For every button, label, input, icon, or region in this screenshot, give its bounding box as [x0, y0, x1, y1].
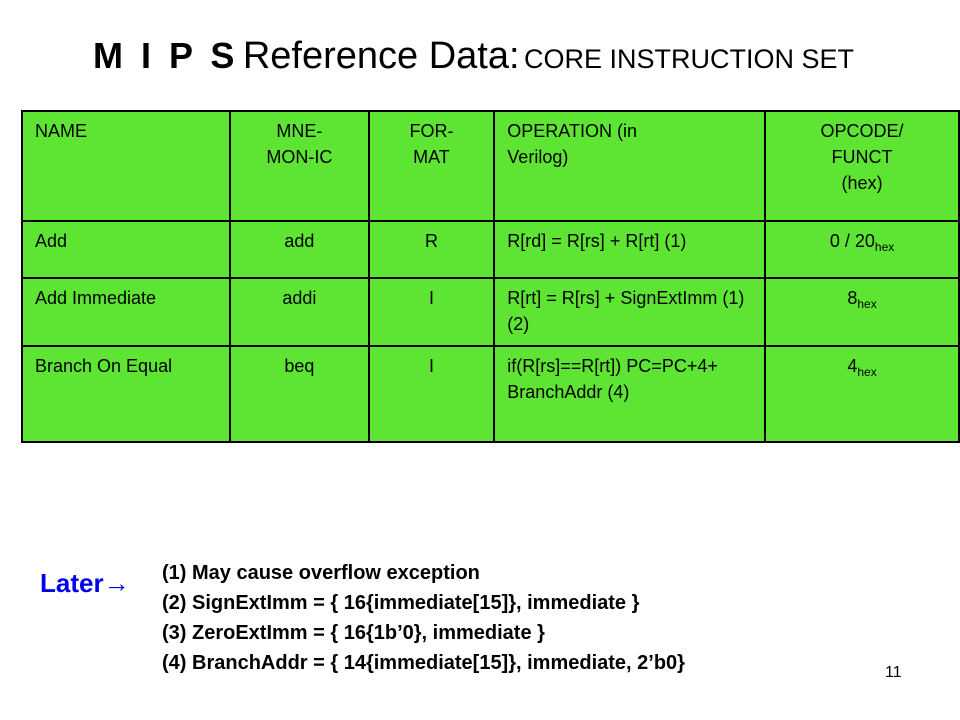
cell-mnemonic: addi — [230, 278, 369, 346]
cell-name: Add Immediate — [22, 278, 230, 346]
header-name: NAME — [22, 111, 230, 221]
cell-format: R — [369, 221, 495, 278]
opcode-subscript: hex — [857, 297, 877, 311]
cell-mnemonic: beq — [230, 346, 369, 442]
cell-opcode — [765, 278, 959, 346]
opcode-value: 0 / 20 — [829, 231, 875, 251]
footnotes — [162, 558, 882, 678]
cell-opcode — [765, 221, 959, 278]
cell-opcode — [765, 346, 959, 442]
cell-operation: R[rd] = R[rs] + R[rt] (1) — [494, 221, 765, 278]
header-opcode: OPCODE/ FUNCT (hex) — [765, 111, 959, 221]
footnote-4: (4) BranchAddr = { 14{immediate[15]}, immediate, 2’b0} — [162, 652, 685, 674]
cell-name: Add — [22, 221, 230, 278]
title-mips: M I P S — [93, 35, 239, 76]
opcode-subscript: hex — [874, 240, 895, 254]
table-header-row — [22, 111, 959, 221]
page-number: 11 — [885, 664, 902, 681]
opcode-value: 8 — [847, 288, 858, 308]
cell-name: Branch On Equal — [22, 346, 230, 442]
header-mnemonic: MNE- MON-IC — [230, 111, 369, 221]
table-row — [22, 346, 959, 442]
table-row — [22, 221, 959, 278]
right-arrow-icon: → — [103, 568, 130, 598]
table-row — [22, 278, 959, 346]
cell-mnemonic: add — [230, 221, 369, 278]
footnote-3: (3) ZeroExtImm = { 16{1b’0}, immediate } — [162, 622, 545, 644]
title-reference-data: Reference Data: — [242, 35, 520, 77]
footnote-1: (1) May cause overflow exception — [162, 562, 480, 584]
header-operation: OPERATION (in Verilog) — [494, 111, 765, 221]
slide-title — [93, 32, 933, 80]
instruction-table — [21, 110, 960, 443]
later-text: Later — [40, 568, 104, 598]
cell-operation: if(R[rs]==R[rt]) PC=PC+4+ BranchAddr (4) — [494, 346, 765, 442]
title-core-instruction-set: CORE INSTRUCTION SET — [524, 44, 855, 74]
cell-operation: R[rt] = R[rs] + SignExtImm (1)(2) — [494, 278, 765, 346]
opcode-value: 4 — [847, 356, 858, 376]
cell-format: I — [369, 278, 495, 346]
header-format: FOR- MAT — [369, 111, 495, 221]
cell-format: I — [369, 346, 495, 442]
footnote-2: (2) SignExtImm = { 16{immediate[15]}, immediate } — [162, 592, 640, 614]
later-label — [40, 568, 130, 599]
opcode-subscript: hex — [857, 365, 877, 379]
